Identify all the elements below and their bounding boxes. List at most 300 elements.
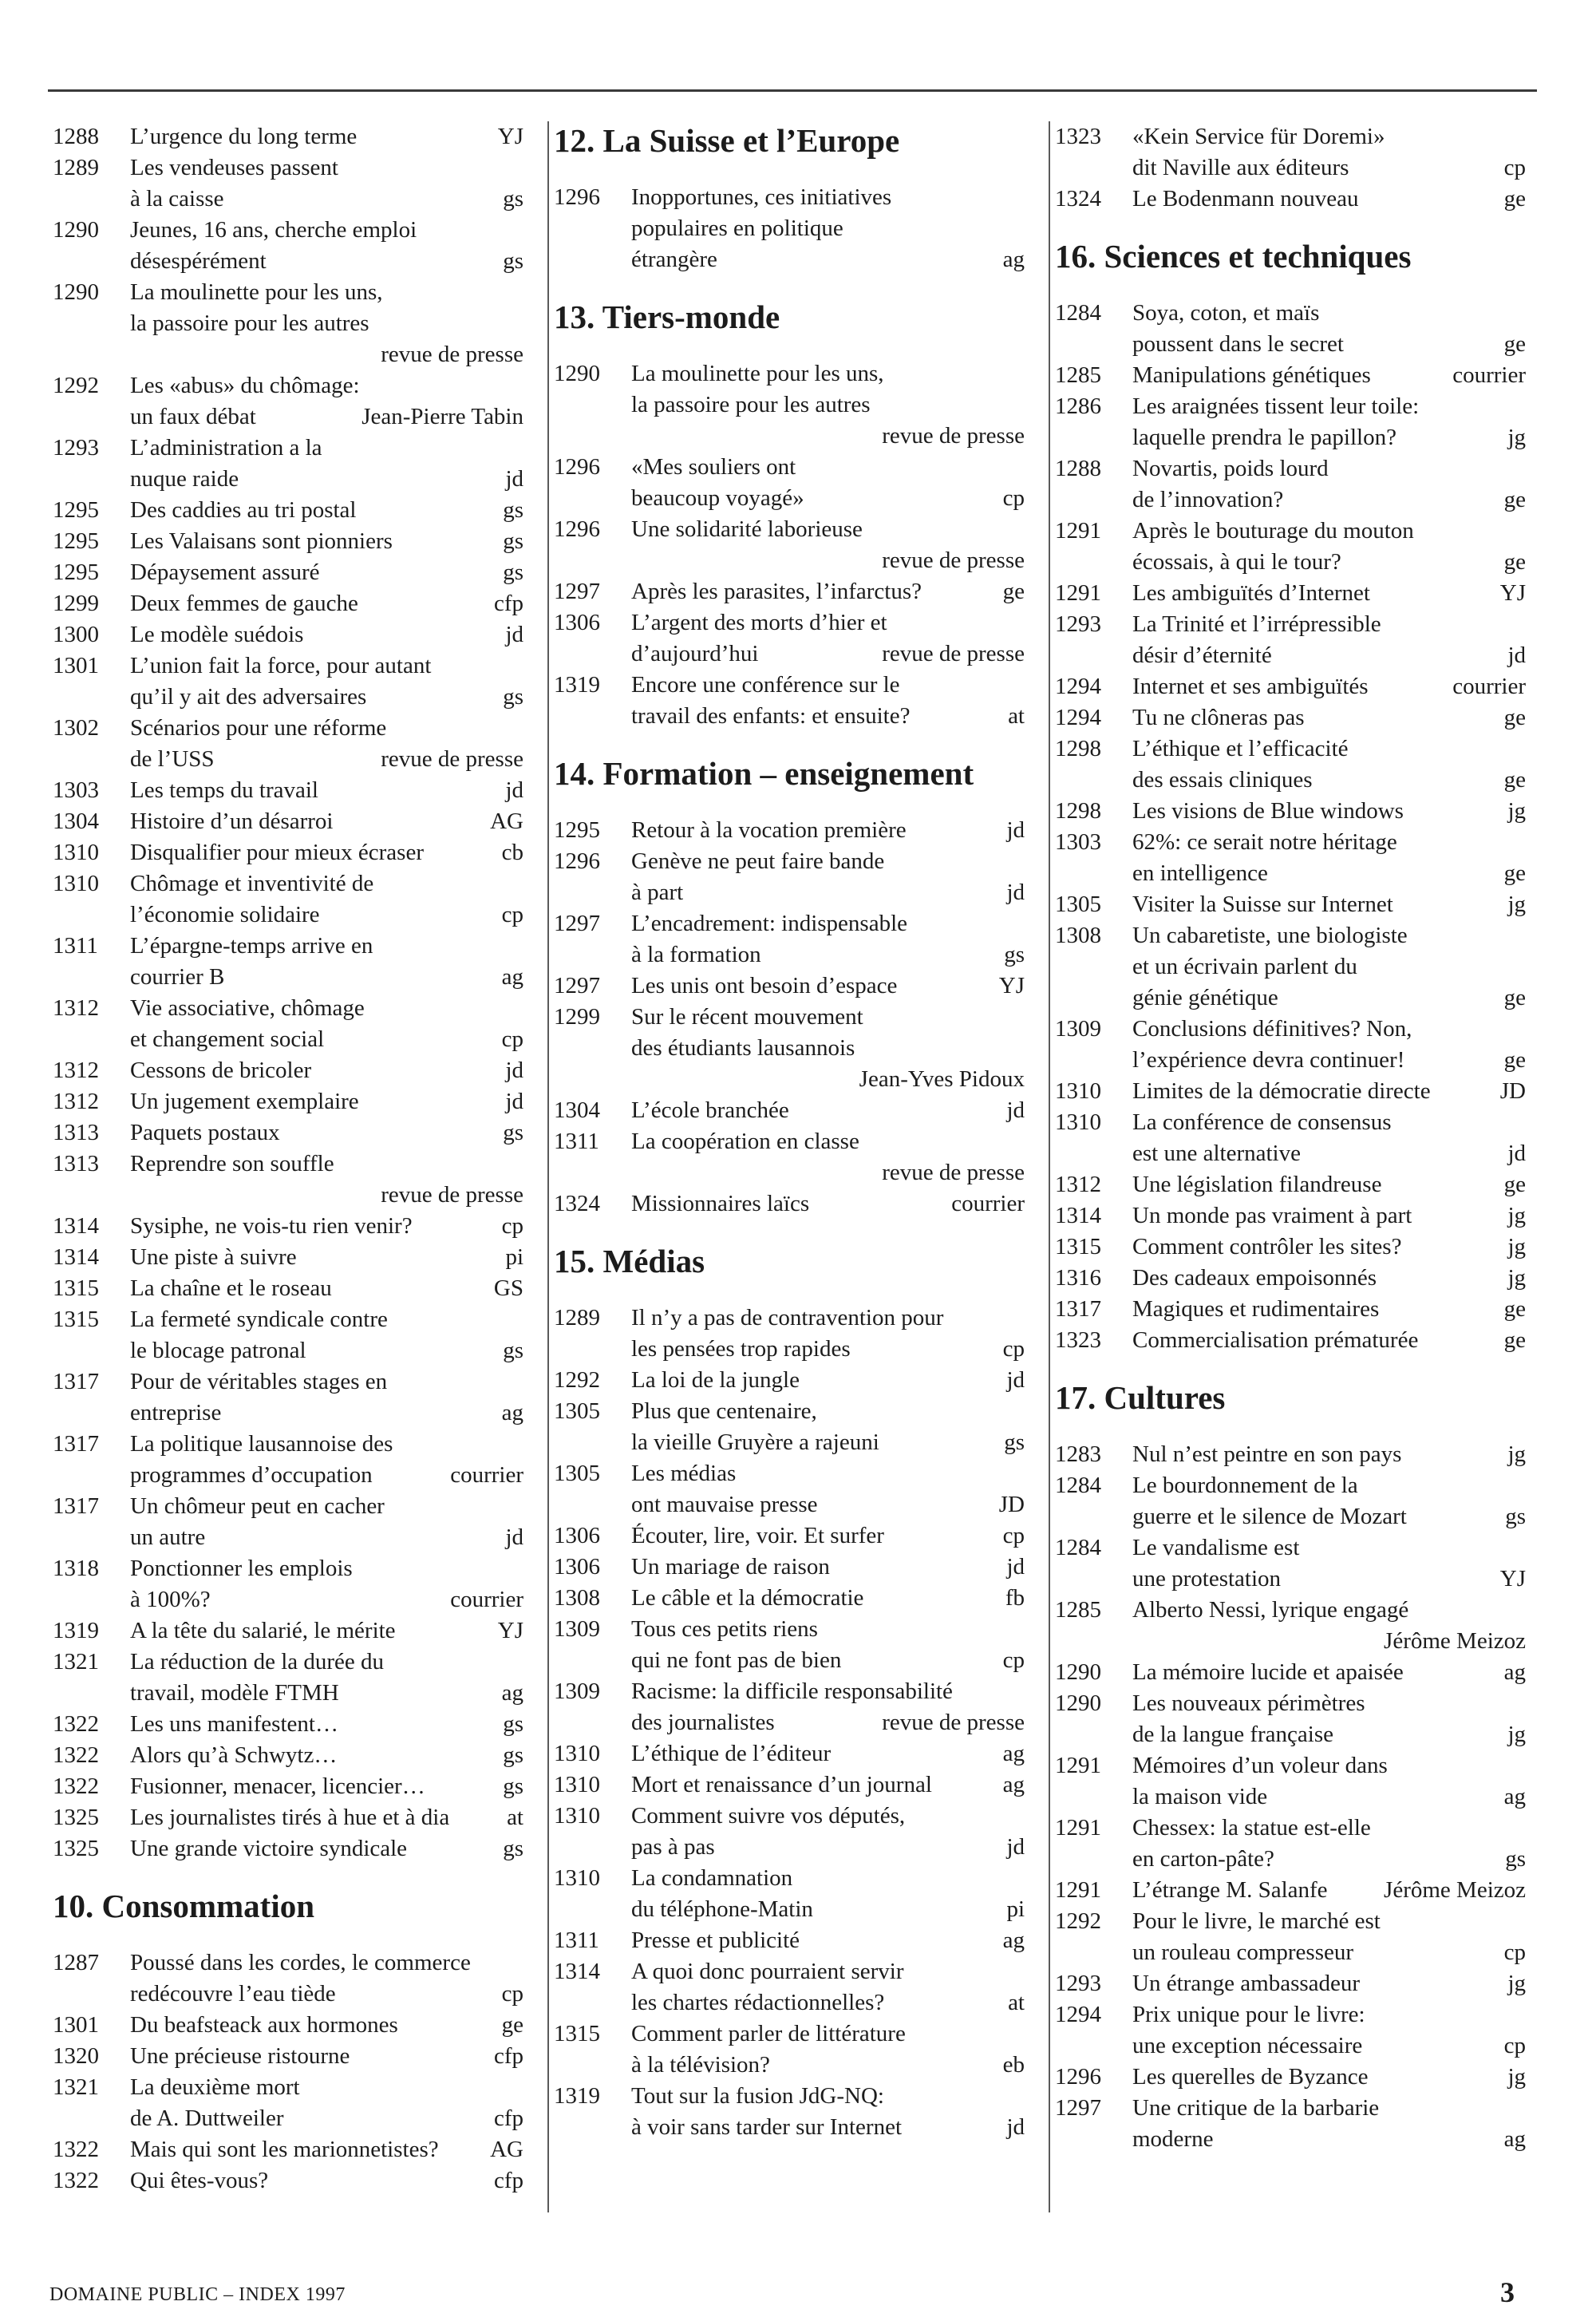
entry-body (1132, 1169, 1526, 1200)
entry-line (1132, 578, 1526, 609)
entry-line (1132, 1626, 1526, 1657)
author-initials: jg (1507, 1265, 1526, 1291)
author-initials: cfp (493, 2043, 523, 2069)
article-title: Racisme: la difficile responsabilité (631, 1678, 953, 1704)
author-initials: ge (1503, 985, 1526, 1010)
author-initials: revue de presse (882, 1710, 1025, 1735)
entry-line (631, 1614, 1025, 1645)
entry-line (1132, 1595, 1526, 1626)
author-initials: gs (503, 248, 523, 274)
author-initials: ge (1503, 860, 1526, 886)
entry-line (130, 246, 523, 277)
article-title: «Kein Service für Doremi» (1132, 124, 1385, 149)
author-initials: cp (1002, 1523, 1025, 1548)
article-title: Retour à la vocation première (631, 817, 907, 843)
author-initials: gs (503, 528, 523, 554)
entry-body (1132, 671, 1526, 702)
entry-line (1132, 827, 1526, 858)
author-initials: GS (493, 1275, 523, 1301)
article-title: en intelligence (1132, 860, 1268, 886)
entry-line (631, 2050, 1025, 2081)
issue-number: 1305 (554, 1398, 600, 1424)
article-title: les chartes rédactionnelles? (631, 1990, 885, 2015)
index-entry (53, 1615, 523, 1647)
entry-line (631, 1126, 1025, 1157)
issue-number: 1296 (554, 184, 600, 210)
index-entry (53, 277, 523, 370)
entry-line (631, 452, 1025, 483)
entry-line (1132, 329, 1526, 360)
article-title: L’union fait la force, pour autant (130, 653, 432, 678)
entry-body (130, 526, 523, 557)
entry-body (130, 806, 523, 837)
entry-body (1132, 453, 1526, 516)
article-title: étrangère (631, 247, 717, 272)
article-title: de l’innovation? (1132, 487, 1284, 512)
issue-number: 1290 (53, 279, 99, 305)
entry-line (1132, 609, 1526, 640)
issue-number: 1296 (554, 454, 600, 480)
index-entry (554, 815, 1025, 846)
index-entry (53, 1833, 523, 1864)
section-heading: 17. Cultures (1055, 1379, 1226, 1416)
author-initials: jd (1006, 1554, 1025, 1580)
article-title: les pensées trop rapides (631, 1336, 851, 1362)
issue-number: 1317 (53, 1493, 99, 1519)
index-entry (1055, 516, 1526, 578)
index-entry (53, 557, 523, 588)
index-entry (1055, 121, 1526, 184)
article-title: L’épargne-temps arrive en (130, 933, 373, 959)
entry-body (130, 619, 523, 650)
index-entry (554, 1552, 1025, 1583)
entry-body (631, 815, 1025, 846)
entry-line (130, 401, 523, 433)
article-title: La condamnation (631, 1865, 793, 1891)
entry-body (631, 1925, 1025, 1956)
entry-line (130, 2010, 523, 2041)
index-entry (1055, 1470, 1526, 1532)
issue-number: 1317 (1055, 1296, 1101, 1322)
article-title: un rouleau compresseur (1132, 1939, 1354, 1965)
author-initials: Jean-Yves Pidoux (859, 1066, 1025, 1092)
article-title: Qui êtes-vous? (130, 2168, 269, 2193)
entry-body (1132, 1875, 1526, 1906)
entry-line (130, 1304, 523, 1335)
entry-line (130, 1117, 523, 1149)
author-initials: revue de presse (381, 342, 523, 367)
entry-line (631, 1956, 1025, 1987)
issue-number: 1295 (53, 559, 99, 585)
entry-line (631, 2019, 1025, 2050)
entry-line (130, 557, 523, 588)
entry-line (631, 1645, 1025, 1676)
index-entry (554, 1956, 1025, 2019)
issue-number: 1311 (554, 1129, 599, 1154)
index-entry (554, 1188, 1025, 1220)
author-initials: ge (1503, 705, 1526, 730)
entry-line (631, 1365, 1025, 1396)
entry-line (1132, 1076, 1526, 1107)
article-title: à voir sans tarder sur Internet (631, 2114, 903, 2140)
entry-line (631, 1925, 1025, 1956)
article-title: entreprise (130, 1400, 222, 1425)
article-title: «Mes souliers ont (631, 454, 796, 480)
article-title: L’éthique et l’efficacité (1132, 736, 1349, 761)
entry-line (1132, 1875, 1526, 1906)
author-initials: ag (1002, 1741, 1025, 1766)
entry-line (1132, 640, 1526, 671)
index-entry (1055, 1076, 1526, 1107)
index-entry (53, 2165, 523, 2196)
article-title: Sur le récent mouvement (631, 1004, 863, 1030)
author-initials: gs (503, 1338, 523, 1363)
issue-number: 1291 (1055, 1753, 1101, 1778)
entry-body (1132, 1657, 1526, 1688)
index-entry (53, 1947, 523, 2010)
article-title: Un cabaretiste, une biologiste (1132, 923, 1408, 948)
author-initials: jg (1507, 1971, 1526, 1996)
entry-body (631, 846, 1025, 908)
article-title: Un monde pas vraiment à part (1132, 1203, 1412, 1228)
entry-line (631, 1033, 1025, 1064)
article-title: Dépaysement assuré (130, 559, 320, 585)
entry-line (130, 370, 523, 401)
author-initials: courrier (1452, 674, 1526, 699)
issue-number: 1322 (53, 1742, 99, 1768)
author-initials: jd (1006, 880, 1025, 905)
entry-body (631, 1365, 1025, 1396)
issue-number: 1284 (1055, 1473, 1101, 1498)
article-title: d’aujourd’hui (631, 641, 759, 666)
entry-body (631, 182, 1025, 275)
article-title: Pour de véritables stages en (130, 1369, 388, 1394)
entry-line (631, 483, 1025, 514)
index-entry (53, 806, 523, 837)
entry-line (130, 526, 523, 557)
article-title: de la langue française (1132, 1722, 1333, 1747)
entry-body (130, 1802, 523, 1833)
article-title: Inopportunes, ces initiatives (631, 184, 892, 210)
article-title: Prix unique pour le livre: (1132, 2002, 1365, 2027)
article-title: poussent dans le secret (1132, 331, 1344, 357)
entry-body (130, 433, 523, 495)
author-initials: courrier (450, 1462, 523, 1488)
entry-line (1132, 121, 1526, 152)
entry-body (130, 277, 523, 370)
author-initials: jd (505, 1058, 523, 1083)
author-initials: ag (1503, 2126, 1526, 2152)
article-title: Tout sur la fusion JdG-NQ: (631, 2083, 884, 2109)
article-title: Des cadeaux empoisonnés (1132, 1265, 1377, 1291)
entry-body (130, 868, 523, 931)
entry-body (1132, 360, 1526, 391)
entry-body (1132, 1968, 1526, 1999)
entry-line (1132, 1169, 1526, 1200)
entry-line (130, 682, 523, 713)
article-title: La chaîne et le roseau (130, 1275, 332, 1301)
author-initials: gs (503, 497, 523, 523)
issue-number: 1315 (1055, 1234, 1101, 1259)
issue-number: 1315 (53, 1307, 99, 1332)
entry-body (1132, 1294, 1526, 1325)
issue-number: 1300 (53, 622, 99, 647)
entry-line (130, 775, 523, 806)
issue-number: 1296 (554, 516, 600, 542)
issue-number: 1287 (53, 1950, 99, 1975)
author-initials: gs (503, 1120, 523, 1145)
article-title: pas à pas (631, 1834, 715, 1860)
issue-number: 1297 (554, 973, 600, 998)
index-entry (554, 1126, 1025, 1188)
entry-line (1132, 1200, 1526, 1232)
issue-number: 1306 (554, 1523, 600, 1548)
index-entry (1055, 578, 1526, 609)
author-initials: Jean-Pierre Tabin (361, 404, 523, 429)
article-title: Comment contrôler les sites? (1132, 1234, 1402, 1259)
entry-body (130, 1491, 523, 1553)
article-title: Un étrange ambassadeur (1132, 1971, 1361, 1996)
author-initials: jg (1507, 798, 1526, 824)
entry-line (130, 650, 523, 682)
article-title: La deuxième mort (130, 2074, 300, 2100)
issue-number: 1312 (53, 1089, 99, 1114)
article-title: Chessex: la statue est-elle (1132, 1815, 1371, 1841)
article-title: La moulinette pour les uns, (130, 279, 383, 305)
article-title: Jeunes, 16 ans, cherche emploi (130, 217, 417, 243)
index-entry (1055, 298, 1526, 360)
article-title: Encore une conférence sur le (631, 672, 900, 698)
index-entry (53, 1242, 523, 1273)
author-initials: ag (1002, 247, 1025, 272)
entry-body (130, 1055, 523, 1086)
index-entry (53, 1149, 523, 1211)
issue-number: 1318 (53, 1556, 99, 1581)
entry-line (1132, 516, 1526, 547)
issue-number: 1310 (53, 871, 99, 896)
entry-line (130, 277, 523, 308)
author-initials: cp (501, 1026, 523, 1052)
entry-line (130, 900, 523, 931)
article-title: Ponctionner les emplois (130, 1556, 353, 1581)
article-title: des étudiants lausannois (631, 1035, 855, 1061)
entry-line (130, 2041, 523, 2072)
author-initials: jd (505, 1089, 523, 1114)
entry-body (1132, 827, 1526, 889)
entry-body (130, 837, 523, 868)
entry-line (1132, 1688, 1526, 1719)
author-initials: cfp (493, 591, 523, 616)
entry-line (130, 1522, 523, 1553)
issue-number: 1323 (1055, 124, 1101, 149)
article-title: à la formation (631, 942, 761, 967)
author-initials: cp (1503, 1939, 1526, 1965)
entry-line (1132, 1263, 1526, 1294)
entry-line (130, 1366, 523, 1398)
issue-number: 1293 (1055, 611, 1101, 637)
issue-number: 1293 (53, 435, 99, 461)
entry-body (1132, 298, 1526, 360)
entry-body (631, 971, 1025, 1002)
entry-body (130, 1117, 523, 1149)
entry-body (130, 2041, 523, 2072)
author-initials: pi (1006, 1896, 1025, 1922)
entry-line (1132, 889, 1526, 920)
author-initials: Jérôme Meizoz (1384, 1877, 1526, 1903)
entry-line (1132, 453, 1526, 484)
entry-body (631, 1188, 1025, 1220)
article-title: Alors qu’à Schwytz… (130, 1742, 338, 1768)
entry-line (1132, 1968, 1526, 1999)
entry-body (1132, 702, 1526, 733)
issue-number: 1294 (1055, 674, 1101, 699)
issue-number: 1292 (1055, 1908, 1101, 1934)
entry-body (1132, 1014, 1526, 1076)
footer-publication-title: DOMAINE PUBLIC – INDEX 1997 (49, 2284, 346, 2305)
index-entry (53, 370, 523, 433)
article-title: Poussé dans les cordes, le commerce (130, 1950, 471, 1975)
author-initials: jg (1507, 425, 1526, 450)
article-title: Deux femmes de gauche (130, 591, 358, 616)
index-entry (1055, 827, 1526, 889)
entry-body (631, 1769, 1025, 1801)
entry-body (1132, 578, 1526, 609)
author-initials: gs (503, 684, 523, 710)
index-entry (53, 1117, 523, 1149)
entry-line (130, 1709, 523, 1740)
issue-number: 1310 (53, 840, 99, 865)
entry-line (1132, 484, 1526, 516)
issue-number: 1316 (1055, 1265, 1101, 1291)
entry-line (631, 701, 1025, 732)
entry-line (1132, 1999, 1526, 2030)
entry-line (130, 1678, 523, 1709)
entry-line (130, 1086, 523, 1117)
author-initials: gs (1505, 1846, 1526, 1872)
article-title: Les ambiguïtés d’Internet (1132, 580, 1370, 606)
index-entry (53, 1366, 523, 1429)
article-title: en carton-pâte? (1132, 1846, 1274, 1872)
index-entry (53, 1771, 523, 1802)
entry-body (1132, 889, 1526, 920)
index-entry (53, 713, 523, 775)
author-initials: cp (501, 1213, 523, 1239)
issue-number: 1313 (53, 1151, 99, 1176)
entry-line (130, 744, 523, 775)
entry-line (1132, 1844, 1526, 1875)
article-title: Paquets postaux (130, 1120, 280, 1145)
index-entry (53, 588, 523, 619)
author-initials: ge (1503, 1327, 1526, 1353)
author-initials: jg (1507, 1722, 1526, 1747)
author-initials: ge (1503, 1296, 1526, 1322)
article-title: une protestation (1132, 1566, 1282, 1591)
author-initials: jg (1507, 2064, 1526, 2090)
entry-line (130, 1771, 523, 1802)
article-title: Genève ne peut faire bande (631, 848, 885, 874)
article-title: Tous ces petits riens (631, 1616, 818, 1642)
entry-line (631, 877, 1025, 908)
entry-line (631, 971, 1025, 1002)
entry-body (631, 1520, 1025, 1552)
author-initials: cfp (493, 2106, 523, 2131)
article-title: Disqualifier pour mieux écraser (130, 840, 424, 865)
article-title: L’encadrement: indispensable (631, 911, 908, 936)
article-title: Les uns manifestent… (130, 1711, 338, 1737)
article-title: Comment suivre vos députés, (631, 1803, 906, 1829)
article-title: Visiter la Suisse sur Internet (1132, 892, 1393, 917)
entry-body (631, 2081, 1025, 2143)
article-title: Missionnaires laïcs (631, 1191, 810, 1216)
index-column-3 (1055, 121, 1526, 2155)
entry-line (1132, 1501, 1526, 1532)
entry-body (631, 607, 1025, 670)
entry-body (130, 1647, 523, 1709)
entry-line (631, 1334, 1025, 1365)
issue-number: 1317 (53, 1369, 99, 1394)
author-initials: ge (501, 2012, 523, 2038)
article-title: Un mariage de raison (631, 1554, 830, 1580)
entry-body (130, 1242, 523, 1273)
article-title: Soya, coton, et maïs (1132, 300, 1320, 326)
entry-line (631, 545, 1025, 576)
index-entry (554, 1396, 1025, 1458)
article-title: Les visions de Blue windows (1132, 798, 1404, 824)
entry-body (1132, 2062, 1526, 2093)
article-title: désespérément (130, 248, 267, 274)
entry-line (1132, 1750, 1526, 1781)
article-title: Les vendeuses passent (130, 155, 338, 180)
entry-line (1132, 2062, 1526, 2093)
entry-line (130, 806, 523, 837)
author-initials: cp (1503, 155, 1526, 180)
issue-number: 1325 (53, 1805, 99, 1830)
entry-body (631, 908, 1025, 971)
section-heading: 15. Médias (554, 1243, 705, 1279)
article-title: Presse et publicité (631, 1928, 800, 1953)
entry-line (1132, 951, 1526, 983)
issue-number: 1294 (1055, 705, 1101, 730)
article-title: Reprendre son souffle (130, 1151, 334, 1176)
entry-body (130, 495, 523, 526)
entry-body (1132, 1532, 1526, 1595)
issue-number: 1322 (53, 2168, 99, 2193)
author-initials: revue de presse (882, 1160, 1025, 1185)
author-initials: jd (1006, 817, 1025, 843)
issue-number: 1288 (53, 124, 99, 149)
article-title: et changement social (130, 1026, 325, 1052)
entry-body (1132, 516, 1526, 578)
author-initials: cfp (493, 2168, 523, 2193)
author-initials: YJ (497, 1618, 523, 1643)
entry-line (631, 182, 1025, 213)
article-title: guerre et le silence de Mozart (1132, 1504, 1407, 1529)
index-entry (1055, 1325, 1526, 1356)
index-entry (1055, 1595, 1526, 1657)
author-initials: jd (1006, 1834, 1025, 1860)
entry-body (130, 215, 523, 277)
entry-body (1132, 1750, 1526, 1813)
entry-line (631, 1894, 1025, 1925)
entry-line (1132, 796, 1526, 827)
entry-line (130, 931, 523, 962)
entry-line (130, 1460, 523, 1491)
entry-body (1132, 1470, 1526, 1532)
entry-body (130, 2165, 523, 2196)
issue-number: 1290 (1055, 1659, 1101, 1685)
article-title: Commercialisation prématurée (1132, 1327, 1419, 1353)
entry-line (130, 152, 523, 184)
